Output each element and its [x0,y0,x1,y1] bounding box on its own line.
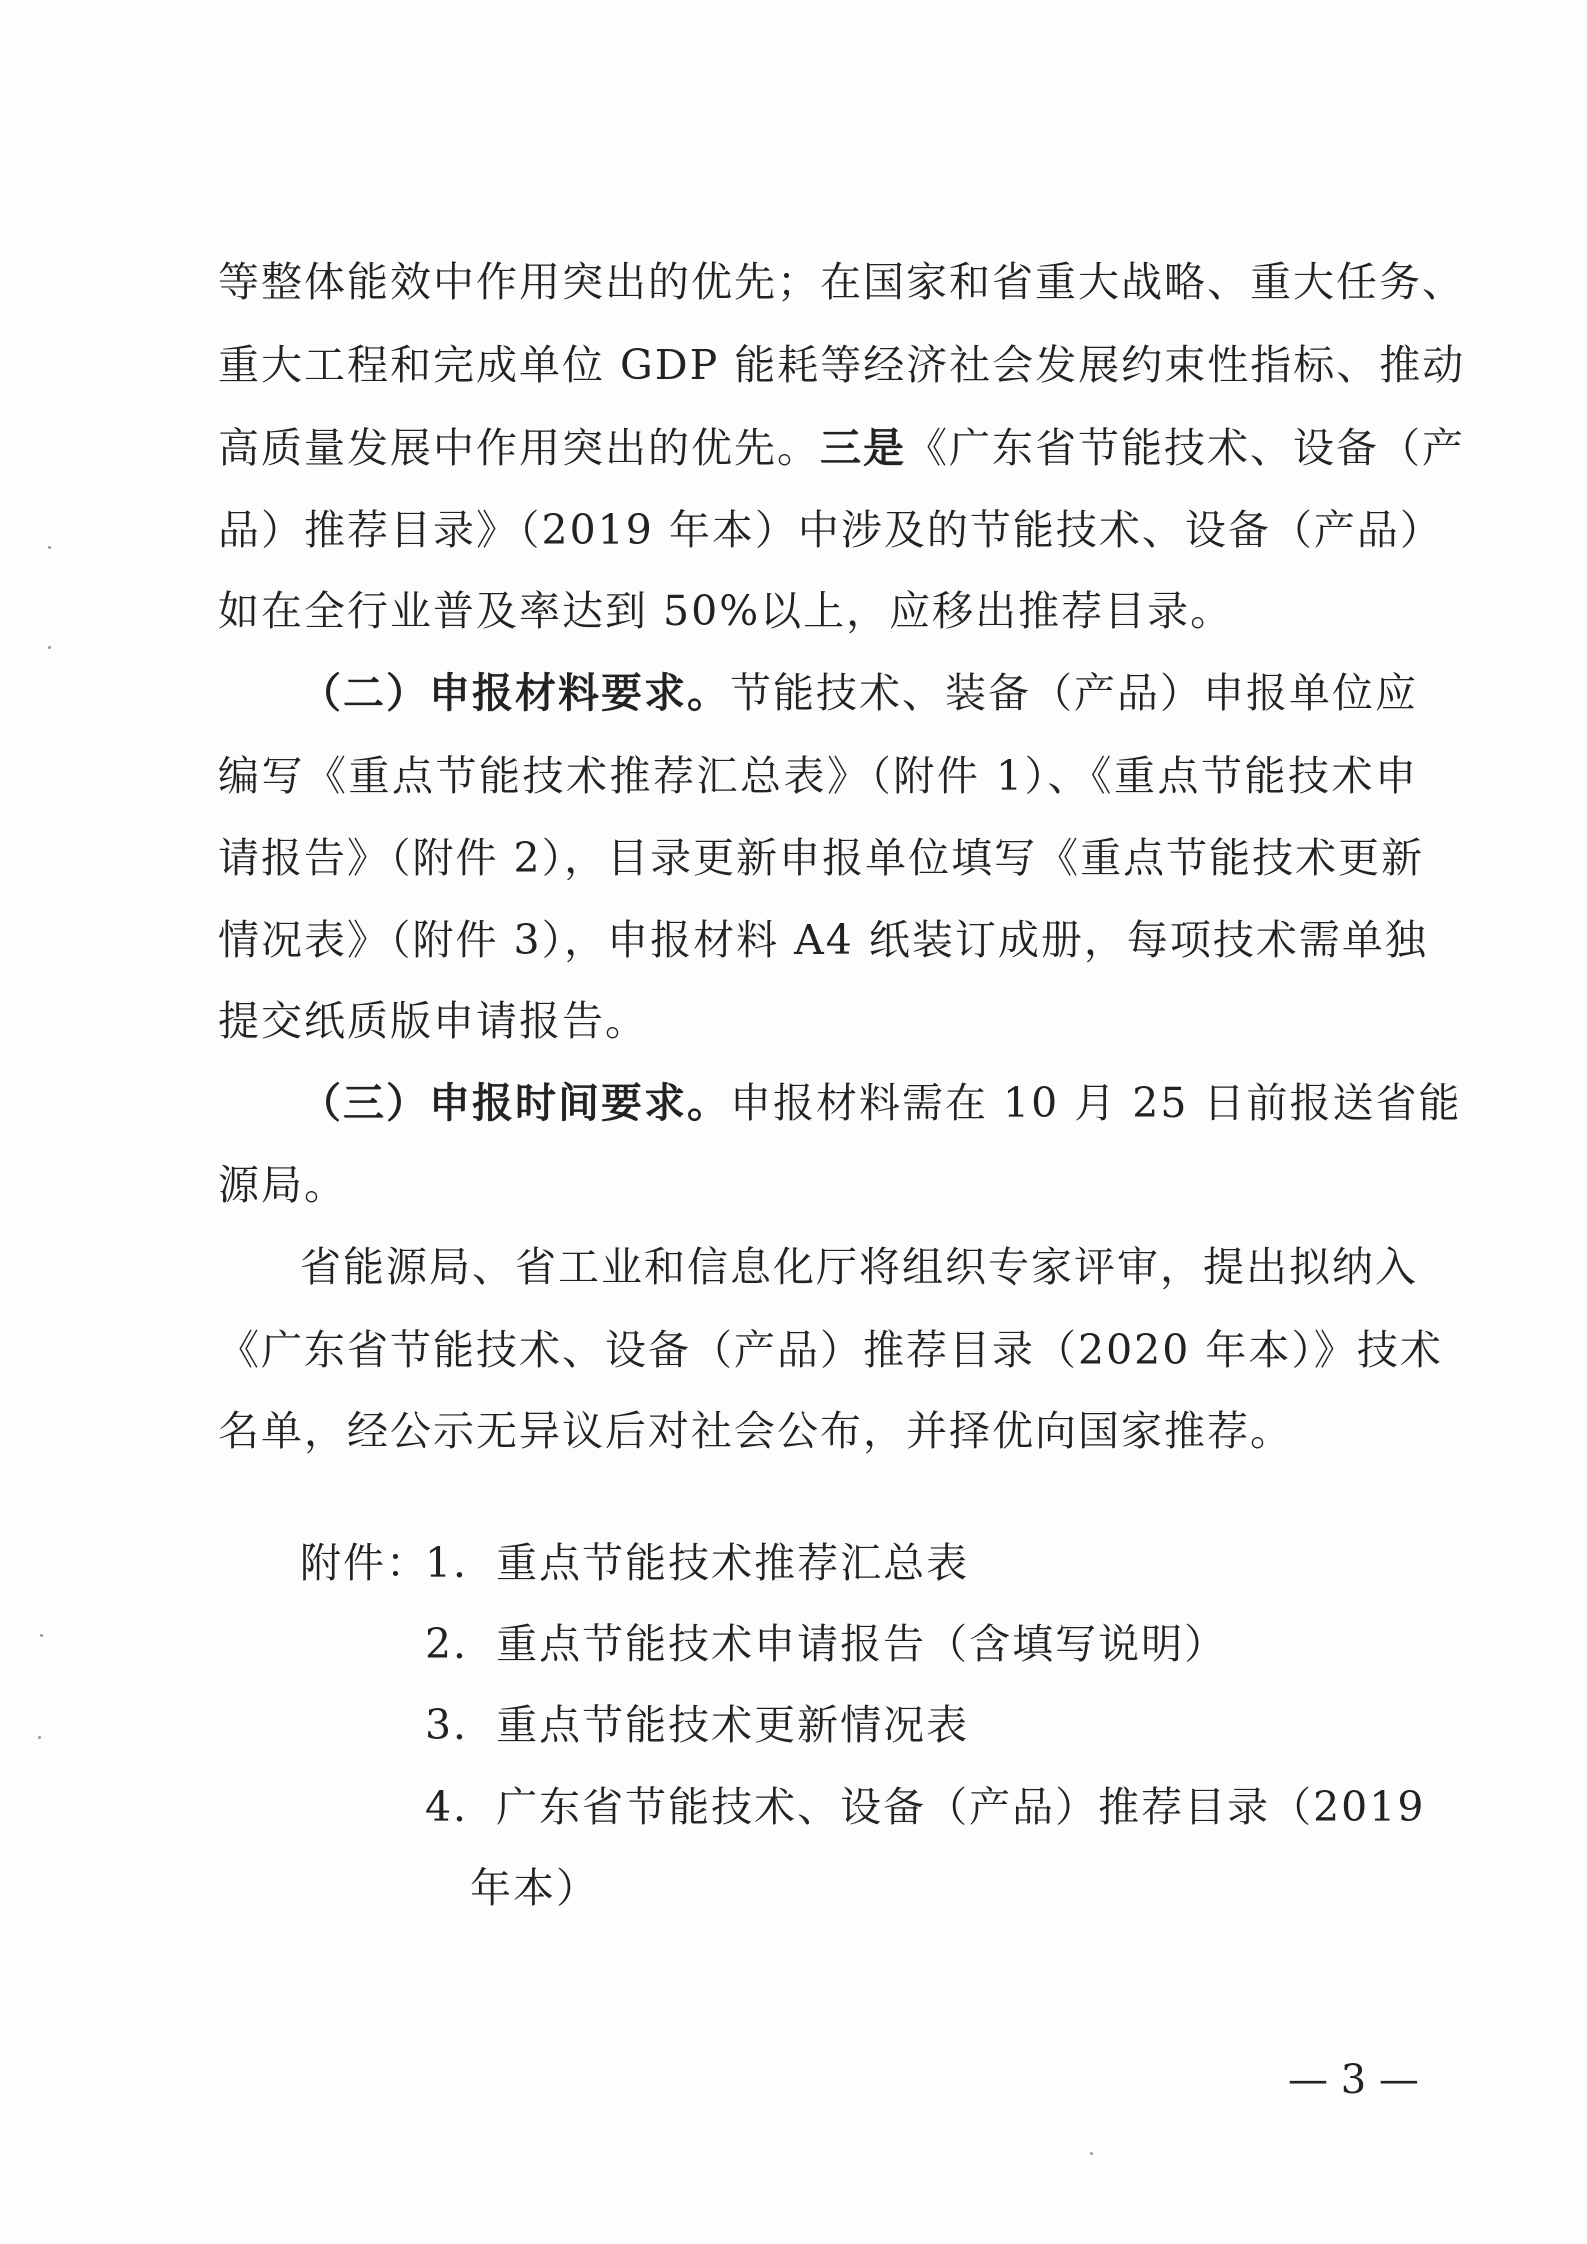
paragraph2-line2: 编写《重点节能技术推荐汇总表》（附件 1）、《重点节能技术申 [218,752,1418,800]
paragraph1-line3 [218,418,1465,478]
scan-speck [48,646,51,649]
attachment-item-3 [425,1695,969,1755]
scan-speck [48,546,51,549]
paragraph1-line4: 品）推荐目录》（2019 年本）中涉及的节能技术、设备（产品） [218,506,1443,554]
paragraph2-line1 [300,663,1418,723]
paragraph4-line3: 名单，经公示无异议后对社会公布，并择优向国家推荐。 [218,1407,1293,1455]
paragraph2-heading: （二）申报材料要求。 [300,669,730,717]
paragraph2-line4: 情况表》（附件 3），申报材料 A4 纸装订成册，每项技术需单独 [218,916,1428,964]
paragraph4-line1: 省能源局、省工业和信息化厅将组织专家评审，提出拟纳入 [300,1243,1418,1291]
scan-speck [40,1634,43,1637]
paragraph2-line5: 提交纸质版申请报告。 [218,997,648,1045]
paragraph2-line3: 请报告》（附件 2），目录更新申报单位填写《重点节能技术更新 [218,834,1425,882]
attachment-text: 重点节能技术更新情况表 [496,1701,970,1749]
paragraph3-heading: （三）申报时间要求。 [300,1079,730,1127]
paragraph1-line1: 等整体能效中作用突出的优先；在国家和省重大战略、重大任务、 [218,258,1465,306]
paragraph2-line1-rest: 节能技术、装备（产品）申报单位应 [730,669,1418,717]
paragraph1-line2: 重大工程和完成单位 GDP 能耗等经济社会发展约束性指标、推动 [218,341,1466,389]
paragraph3-line2: 源局。 [218,1161,347,1209]
paragraph1-line3-a: 高质量发展中作用突出的优先。 [218,424,820,472]
paragraph1-line3-c: 《广东省节能技术、设备（产 [906,424,1465,472]
attachment-number: 1． [425,1539,497,1587]
paragraph1-line3-bold: 三是 [820,424,906,472]
attachment-number: 4． [425,1783,497,1831]
attachment-item-4 [425,1777,1425,1837]
paragraph3-line1-rest: 申报材料需在 10 月 25 日前报送省能 [730,1079,1462,1127]
attachment-text: 重点节能技术推荐汇总表 [496,1539,970,1587]
attachment-number: 3． [425,1701,497,1749]
page-number: — 3 — [1288,2057,1419,2103]
attachment-number: 2． [425,1620,497,1668]
scan-speck [38,1736,41,1739]
paragraph4-line2: 《广东省节能技术、设备（产品）推荐目录（2020 年本）》技术 [218,1326,1443,1374]
attachment-text: 广东省节能技术、设备（产品）推荐目录（2019 [496,1783,1426,1831]
scan-speck [1090,2152,1093,2155]
attachment-item-4-continuation: 年本） [470,1864,599,1912]
attachment-text: 重点节能技术申请报告（含填写说明） [496,1620,1228,1668]
attachment-item-1 [425,1533,969,1593]
paragraph3-line1 [300,1073,1462,1133]
paragraph1-line5: 如在全行业普及率达到 50%以上，应移出推荐目录。 [218,587,1234,635]
attachments-label: 附件： [300,1539,429,1587]
attachment-item-2 [425,1614,1227,1674]
